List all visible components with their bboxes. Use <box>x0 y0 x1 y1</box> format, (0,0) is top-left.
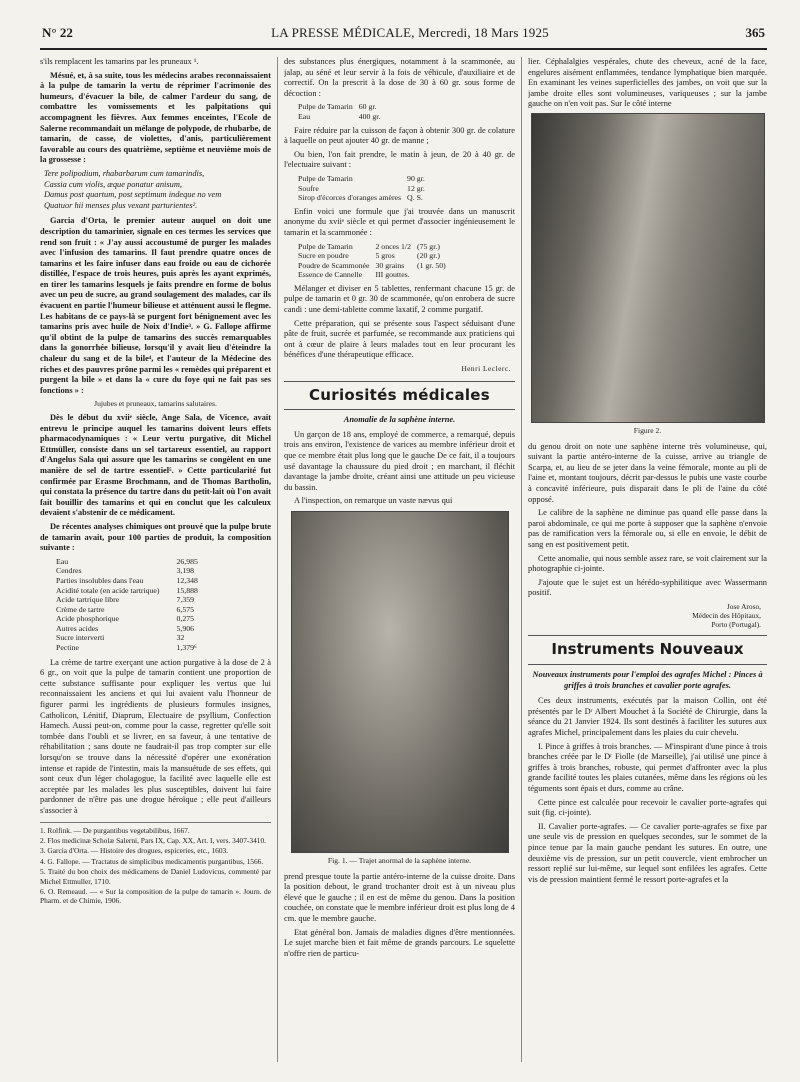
footnotes <box>40 822 271 906</box>
table-cell-alt <box>417 270 452 280</box>
table-row <box>56 633 201 643</box>
verse-quote: Jujubes et pruneaux, tamarins salutaires. <box>94 399 217 409</box>
table-row <box>298 112 386 122</box>
section-title: Instruments Nouveaux <box>551 640 744 659</box>
section-header <box>284 381 515 411</box>
table-cell-value: 15,888 <box>176 585 198 595</box>
paragraph: Etat général bon. Jamais de maladies dignes d'être mentionnées. Le sujet marche bien et fait même de grands parcours. Le squelette n'offre rien de particu- <box>284 927 515 958</box>
table-row <box>56 614 201 624</box>
footnote: 4. G. Fallope. — Tractatus de simplicibus medicamentis purgantibus, 1566. <box>40 856 264 866</box>
column-3 <box>528 57 767 1062</box>
paragraph: Cette pince est calculée pour recevoir le cavalier porte-agrafes qui suit (fig. ci-jointe). <box>528 797 767 818</box>
paragraph: s'ils remplacent les tamarins par les pruneaux ¹. <box>40 57 199 66</box>
table-row <box>298 184 431 194</box>
table-row <box>298 270 452 280</box>
recipe-table <box>298 242 452 280</box>
column-2 <box>284 57 515 1062</box>
paragraph: Cette préparation, qui se présente sous l'aspect séduisant d'une pâte de fruit, sucrée et parfumée, se recommande aux praticiens qui ont à cœur de plaire à leurs malades tout en leur procurant les bénéfices d'une thérapeutique efficace. <box>284 318 515 360</box>
table-row <box>56 557 201 567</box>
table-row <box>298 102 386 112</box>
table-cell-label: Cendres <box>56 566 82 576</box>
table-cell-label: Acide tartrique libre <box>56 595 120 605</box>
paragraph: De récentes analyses chimiques ont prouvé que la pulpe brute de tamarin avait, pour 100 parties de produit, la composition suivante : <box>40 521 271 553</box>
table-cell-label: Acidité totale (en acide tartrique) <box>56 585 160 595</box>
table-cell-label: Parties insolubles dans l'eau <box>56 575 144 585</box>
paragraph: Cette anomalie, qui nous semble assez rare, se voit clairement sur la photographie ci-jointe. <box>528 553 767 574</box>
table-cell-value: 26,985 <box>176 556 198 566</box>
table-row <box>56 643 201 653</box>
paragraph: Le calibre de la saphène ne diminue pas quand elle passe dans la paroi abdominale, ce qui me porte à supposer que la saphène n'envoie pas de ramification vers la fémorale ou, si elle en envoie, le débit de sang en est positivement petit. <box>528 508 767 549</box>
verse-line: Quatuor hii menses plus vexant parturientes². <box>44 200 198 210</box>
composition-table <box>56 557 201 653</box>
table-row <box>56 586 201 596</box>
table-cell-label: Pectine <box>56 643 79 653</box>
table-cell-label: Sirop d'écorces d'oranges amères <box>298 193 402 203</box>
table-cell-label: Essence de Cannelle <box>298 270 363 280</box>
latin-verse <box>40 169 271 211</box>
table-cell-alt: (75 gr.) <box>416 241 440 251</box>
paragraph: II. Cavalier porte-agrafes. — Ce cavalier porte-agrafes se fixe par une seule vis de pression en quelques secondes, sur le sommet de la pince tenue par la main gauche pendant les sutures. En outre, une deuxième vis de pression, sur un petit couvercle, vient embrocher un ressort replié sur lui-même, sur lequel sont enfilées les agrafes. Cette vis de pression maintient fermé le ressort porte-agrafes et la <box>528 821 767 884</box>
table-cell-value: 1,379⁶ <box>176 643 197 653</box>
paragraph: lier. Céphalalgies vespérales, chute des cheveux, acné de la face, engelures aisément enflammées, tendance lymphatique bien marquée. En examinant les veines superficielles des jambes, on voit que sur la jambe droite elles sont volumineuses, variqueuses ; sur la jambe gauche on n'en voit pas. Sur le côté interne <box>528 57 767 109</box>
paragraph: prend presque toute la partie antéro-interne de la cuisse droite. Dans la position debout, le grand trochanter droit est à un niveau plus élevé que le gauche ; il en est de même du genou. Dans la position couchée, on constate que le membre inférieur droit est plus long de 4 cm. que le membre gauche. <box>284 871 515 923</box>
table-cell-alt: (1 gr. 50) <box>416 260 446 270</box>
table-cell-value: 32 <box>176 633 185 643</box>
column-1 <box>40 57 271 1062</box>
table-row <box>298 251 452 261</box>
paragraph: Mésué, et, à sa suite, tous les médecins arabes reconnaissaient à la pulpe de tamarin la vertu de réprimer l'acrimonie des humeurs, d'évacuer la bile, de calmer l'ardeur du sang, de combattre les vomissements et les palpitations qui accompagnent les fièvres. Aux femmes enceintes, l'Ecole de Salerne recommandait un mélange de polypode, de rhubarbe, de tamarin, de casse, de violettes, d'anis, particulièrement favorable au cours des quatrième, septième et neuvième mois de la grossesse : <box>40 70 271 165</box>
figure-caption: Fig. 1. — Trajet anormal de la saphène interne. <box>327 855 472 865</box>
paragraph: Un garçon de 18 ans, employé de commerce, a remarqué, depuis trois ans environ, l'existence de varices au membre inférieur droit et que ce membre était plus long que le gauche De ce fait, il a toujours usé davantage la chaussure du pied droit ; en marchant, il fléchit davantage la jambe droite, créant ainsi une attitude un peu vicieuse du bassin. <box>284 429 515 492</box>
paragraph: Ces deux instruments, exécutés par la maison Collin, ont été présentés par le Dʳ Albert Mouchet à la Société de Chirurgie, dans la séance du 21 Janvier 1924. Ils sont destinés à faciliter les sutures aux agrafes Michel, principalement dans les plaies du cuir chevelu. <box>528 696 767 738</box>
issue-number: N° 22 <box>42 25 73 40</box>
page-number: 365 <box>745 25 765 40</box>
paragraph: Ou bien, l'on fait prendre, le matin à jeun, de 20 à 40 gr. de l'electuaire suivant : <box>284 149 515 170</box>
table-row <box>298 261 452 271</box>
table-cell-value: 3,198 <box>176 566 195 576</box>
figure-caption: Figure 2. <box>633 425 662 435</box>
paragraph: Faire réduire par la cuisson de façon à obtenir 300 gr. de colature à laquelle on peut ajouter 40 gr. de manne ; <box>284 125 515 146</box>
verse-line: Cassia cum violis, æque ponatur anisum, <box>44 179 182 189</box>
figure-1-photo <box>291 511 509 853</box>
table-cell-label: Eau <box>56 556 69 566</box>
table-cell-value: III gouttes. <box>375 270 410 280</box>
table-cell-value: 2 onces 1/2 <box>375 241 411 251</box>
table-cell-label: Eau <box>298 111 311 121</box>
table-cell-label: Crème de tartre <box>56 604 105 614</box>
table-row <box>298 174 431 184</box>
footnote: 1. Rolfink. — De purgantibus vegetabilibus, 1667. <box>40 825 190 835</box>
paragraph: Dès le début du xviiᵉ siècle, Ange Sala, de Vicence, avait entrevu le principe auquel les tamarins doivent leurs effets pharmacodynamiques : « Leur vertu purgative, dit Michel Ettmüller, consiste dans un sel tartareux essentiel, au rapport d'Angelus Sala qui assure que les tamarins se congèlent en une manière de sel de tartre essentiel⁵. » Cette particularité fut confirmée par Erasme Brochmann, and de Thomas Bartholin, qui constata la présence du tartre dans du petit-lait où l'on avait fait bouillir des tamarins et qui en conclut que les calculeux devaient s'abstenir de ce médicament. <box>40 413 271 518</box>
footnote: 3. Garcia d'Orta. — Histoire des drogues, espiceries, etc., 1603. <box>40 846 229 856</box>
table-cell-label: Pulpe de Tamarin <box>298 241 353 251</box>
article-subtitle: Anomalie de la saphène interne. <box>343 415 456 425</box>
figure-2-photo <box>531 113 765 423</box>
verse-line: Tere polipodium, rhabarbarum cum tamarindis, <box>44 168 205 178</box>
table-cell-label: Autres acides <box>56 623 99 633</box>
section-header <box>528 635 767 665</box>
paragraph: A l'inspection, on remarque un vaste nævus qui <box>294 496 453 506</box>
paragraph: Enfin voici une formule que j'ai trouvée dans un manuscrit anonyme du xviiᵉ siècle et qui permet d'associer ingénieusement le tamarin et la scammonée : <box>284 206 515 237</box>
column-rule <box>277 57 278 1062</box>
table-row <box>56 595 201 605</box>
column-rule <box>521 57 522 1062</box>
table-cell-value: 6,575 <box>176 604 195 614</box>
table-cell-value: 0,275 <box>176 614 195 624</box>
paragraph: Garcia d'Orta, le premier auteur auquel on doit une description du tamarinier, signale en ces termes les services que rend son fruit : « J'ay aussi accoustumé de purger les malades avec l'infusion des tamarins. Il faut prendre quatre onces de tamarins et les faire infuser dans eau froide ou eau de cichorée distillée, l'espace de trois heures, puis après les ayant exprimés, en tirer les tamarins lesquels je faits prendre en forme de bolus avec un peu de sucre, au grand soulagement des malades, car ils évacuent en partie l'humeur bilieuse et atténuent aussi le flegme. Les habitans de ce pays-là se purgent fort bénignement avec les tamarins pris avec huile de Noix d'Indie³. » G. Fallope affirme qu'il obtint de la pulpe de tamarins des succès remarquables dans la gonorrhée bilieuse, lorsqu'il y avait lieu d'éteindre la chaleur du sang et de la bile⁴, et l'auteur de la Médecine des riches et des pauvres prône parmi les « remèdes qui préparent et purgent la bile » et dans la « cure du foye qui ne fait pas ses fonctions » : <box>40 216 271 395</box>
author-block <box>528 602 761 630</box>
table-cell-value: 12,348 <box>176 575 198 585</box>
masthead <box>40 22 767 50</box>
paragraph: Mélanger et diviser en 5 tablettes, renfermant chacune 15 gr. de pulpe de tamarin et 0 gr. 30 de scammonée, qu'on enrobera de sucre candi : une demi-tablette comme laxatif, 2 comme purgatif. <box>284 283 515 315</box>
paragraph: J'ajoute que le sujet est un hérédo-syphilitique avec Wassermann positif. <box>528 577 767 598</box>
table-cell-label: Acide phosphorique <box>56 614 120 624</box>
table-row <box>56 624 201 634</box>
table-cell-alt: (20 gr.) <box>416 251 440 261</box>
table-cell-value: 5,906 <box>176 623 195 633</box>
section-title: Curiosités médicales <box>308 385 491 404</box>
table-cell-value: 7,359 <box>176 595 195 605</box>
footnote: 6. O. Remeaud. — « Sur la composition de la pulpe de tamarin ». Journ. de Pharm. et de Chimie, 1906. <box>40 887 271 906</box>
table-cell-label: Sucre interverti <box>56 633 105 643</box>
verse-line: Damus post quartum, post septimum indeque no vem <box>44 190 222 200</box>
table-row <box>56 605 201 615</box>
footnote: 2. Flos medicinæ Scholæ Salerni, Pars IX, Cap. XX, Art. I, vers. 3407-3410. <box>40 835 267 845</box>
table-cell-label: Pulpe de Tamarin <box>298 173 353 183</box>
table-cell-label: Sucre en poudre <box>298 251 349 261</box>
table-cell-label: Soufre <box>298 183 319 193</box>
newspaper-title: LA PRESSE MÉDICALE, Mercredi, 18 Mars 1925 <box>271 25 549 40</box>
author-title: Médecin des Hôpitaux, <box>692 611 761 621</box>
table-cell-value: 5 gros <box>375 251 395 261</box>
table-cell-value: 30 grains <box>375 260 405 270</box>
paragraph: du genou droit on note une saphène interne très volumineuse, qui, suivant la partie antéro-interne de la cuisse, arrive au triangle de Scarpa, et, au lieu de se jeter dans la veine fémorale, monte au pli de l'aine et, montant toujours, décrit par-dessus le pubis une vaste courbe à concavité inférieure, puis disparait dans le pli de l'aine du côté opposé. <box>528 441 767 504</box>
article-subtitle: Nouveaux instruments pour l'emploi des agrafes Michel : Pinces à griffes à trois branches et cavalier porte agrafes. <box>532 670 763 690</box>
paragraph: La crème de tartre exerçant une action purgative à la dose de 2 à 6 gr., on voit que la pulpe de tamarin contient une proportion de cette substance suffisante pour expliquer les vertus que lui reconnaissaient les anciens et qui lui avaient valu l'honneur de figurer parmi les ingrédients de plusieurs formules insignes, Catholicon, Lénitif, Diaprum, Electuaire de psyllium, Confection Hamech. Aussi peut-on, comme pour la casse, regretter qu'elle soit tombée dans l'oubli et se livrer, en sa faveur, à une tentative de réhabilitation ; sans doute ne faudrait-il pas trop compter sur elle lorsqu'on se trouve dans la nécessité d'opérer une exonération intense et rapide de l'intestin, mais la mansuétude de ses effets, qui sont ceux d'un léger cholagogue, la facilité avec laquelle elle est acceptée par les malades les plus susceptibles, doivent lui faire pardonner de n'être pas une drogue héroïque ; elle peut d'ailleurs s'associer à <box>40 657 271 815</box>
table-row <box>56 576 201 586</box>
author-name: Jose Aroso, <box>726 601 761 611</box>
recipe-table <box>298 174 431 203</box>
table-row <box>56 566 201 576</box>
table-cell-value: Q. S. <box>407 193 423 203</box>
table-cell-value: 90 gr. <box>407 173 425 183</box>
table-cell-label: Poudre de Scammonée <box>298 260 370 270</box>
footnote: 5. Traité du bon choix des médicamens de Daniel Ludovicus, commenté par Michel Ettmuller, 1710. <box>40 867 271 886</box>
table-row <box>298 193 431 203</box>
author-signature: Henri Leclerc. <box>461 364 511 374</box>
table-cell-value: 60 gr. <box>358 102 377 112</box>
paragraph: I. Pince à griffes à trois branches. — M'inspirant d'une pince à trois branches créée par le Dʳ Fiolle (de Marseille), j'ai utilisé une pince à griffes à trois branches, robuste, qui permet d'affronter avec la plus grande facilité toutes les plaies cutanées, même dans les régions où les téguments sont épais et durs, comme au crâne. <box>528 741 767 794</box>
table-cell-value: 400 gr. <box>358 111 381 121</box>
table-row <box>298 242 452 252</box>
paragraph: des substances plus énergiques, notamment à la scammonée, au jalap, au séné et leur servir à la fois de véhicule, d'auxiliaire et de correctif. On la prescrit à la dose de 30 à 60 gr. sous forme de décoction : <box>284 57 515 98</box>
author-place: Porto (Portugal). <box>711 620 761 630</box>
table-cell-label: Pulpe de Tamarin <box>298 102 353 112</box>
recipe-table <box>298 102 386 121</box>
table-cell-value: 12 gr. <box>407 183 425 193</box>
